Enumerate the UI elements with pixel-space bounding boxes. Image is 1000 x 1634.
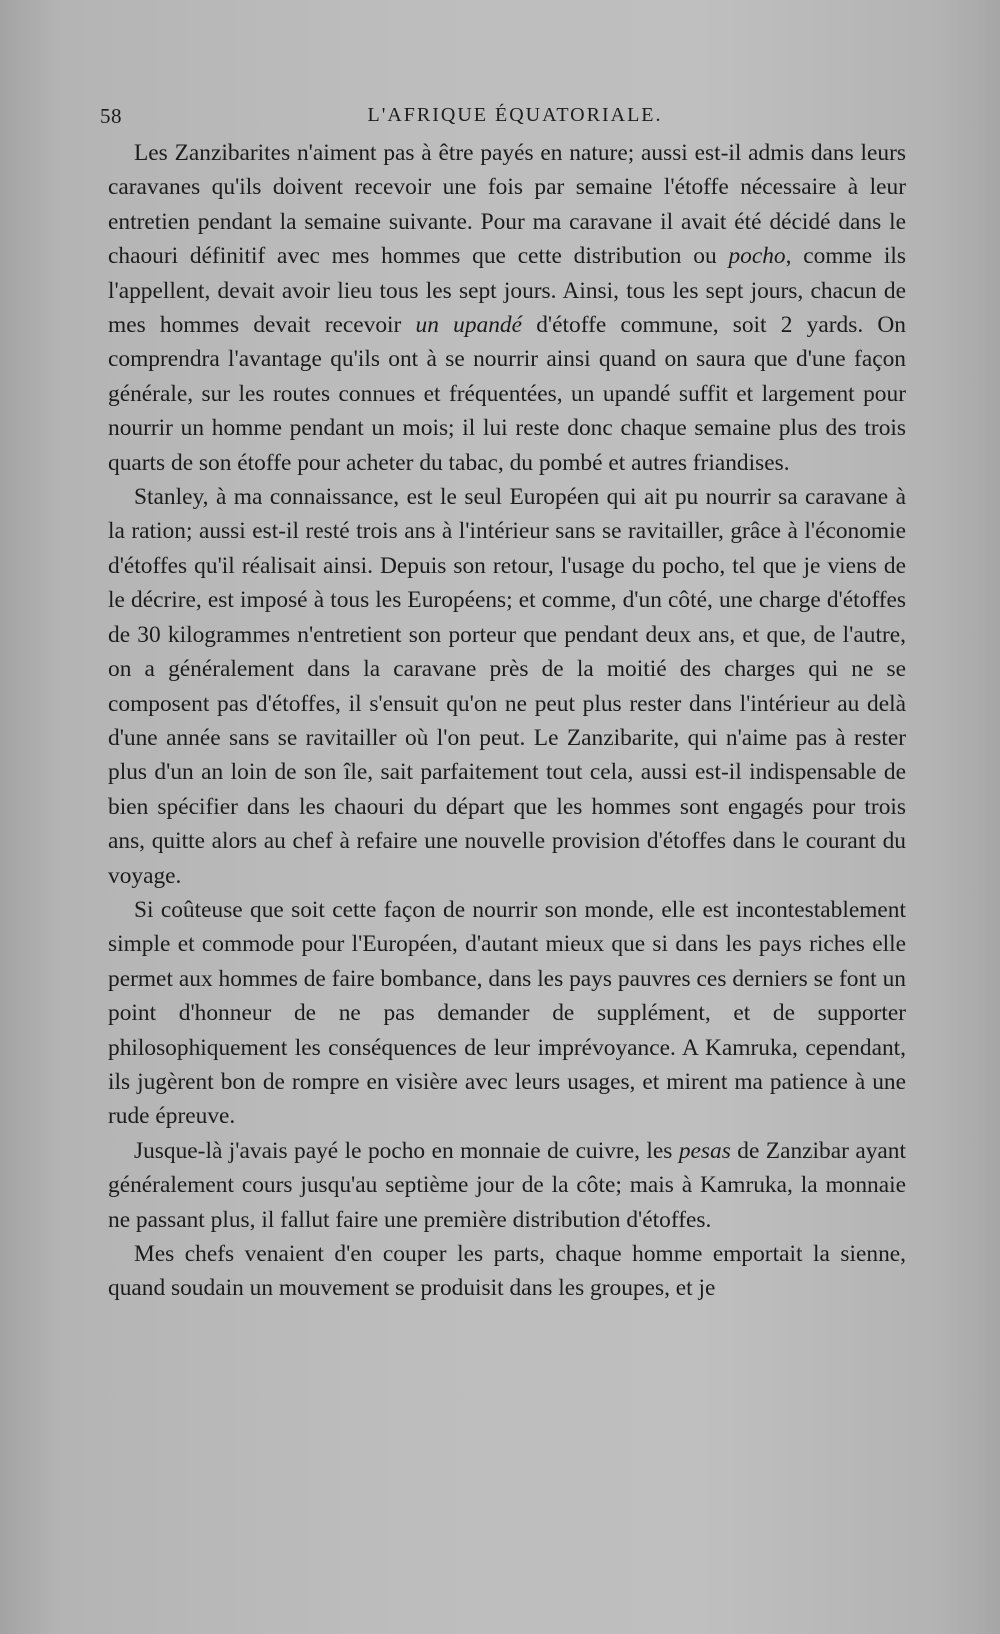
- paragraph-3: Si coûteuse que soit cette façon de nourrir son monde, elle est incontestablement simple et commode pour l'Européen, d'autant mieux que si dans les pays riches elle permet aux hommes de faire bombance, dans les pays pauvres ces derniers se font un point d'honneur de ne pas demander de supplément, et de supporter philosophiquement les conséquences de leur imprévoyance. A Kamruka, cependant, ils jugèrent bon de rompre en visière avec leurs usages, et mirent ma patience à une rude épreuve.: [108, 896, 906, 1130]
- paragraph-5: Mes chefs venaient d'en couper les parts, chaque homme emportait la sienne, quand soudain un mouvement se produisit dans les groupes, et je: [108, 1241, 906, 1302]
- italic-term: un upandé: [415, 312, 523, 339]
- italic-term: pesas: [678, 1137, 731, 1164]
- paragraph-4: Jusque-là j'avais payé le pocho en monnaie de cuivre, les pesas de Zanzibar ayant généralement cours jusqu'au septième jour de la côte; mais à Kamruka, la monnaie ne passant plus, il fallut faire une première distribution d'étoffes.: [108, 1137, 906, 1233]
- running-head: [100, 104, 930, 134]
- page-number: 58: [100, 104, 122, 128]
- paragraph-1: Les Zanzibarites n'aiment pas à être payés en nature; aussi est-il admis dans leurs caravanes qu'ils doivent recevoir une fois par semaine l'étoffe nécessaire à leur entretien pendant la semaine suivante. Pour ma caravane il avait été décidé dans le chaouri définitif avec mes hommes que cette distribution ou pocho, comme ils l'appellent, devait avoir lieu tous les sept jours. Ainsi, tous les sept jours, chacun de mes hommes devait recevoir un upandé d'étoffe commune, soit 2 yards. On comprendra l'avantage qu'ils ont à se nourrir ainsi quand on saura que d'une façon générale, sur les routes connues et fréquentées, un upandé suffit et largement pour nourrir un homme pendant un mois; il lui reste donc chaque semaine plus des trois quarts de son étoffe pour acheter du tabac, du pombé et autres friandises.: [108, 140, 906, 476]
- running-title: L'AFRIQUE ÉQUATORIALE.: [367, 104, 663, 126]
- italic-term: pocho: [728, 243, 786, 270]
- body-text: [108, 136, 906, 1306]
- paragraph-2: Stanley, à ma connaissance, est le seul Européen qui ait pu nourrir sa caravane à la ration; aussi est-il resté trois ans à l'intérieur sans se ravitailler, grâce à l'économie d'étoffes qu'il réalisait ainsi. Depuis son retour, l'usage du pocho, tel que je viens de le décrire, est imposé à tous les Européens; et comme, d'un côté, une charge d'étoffes de 30 kilogrammes n'entretient son porteur que pendant deux ans, et que, de l'autre, on a généralement dans la caravane près de la moitié des charges qui ne se composent pas d'étoffes, il s'ensuit qu'on ne peut plus rester dans l'intérieur au delà d'une année sans se ravitailler où l'on peut. Le Zanzibarite, qui n'aime pas à rester plus d'un an loin de son île, sait parfaitement tout cela, aussi est-il indispensable de bien spécifier dans les chaouri du départ que les hommes sont engagés pour trois ans, quitte alors au chef à refaire une nouvelle provision d'étoffes dans le courant du voyage.: [108, 484, 906, 889]
